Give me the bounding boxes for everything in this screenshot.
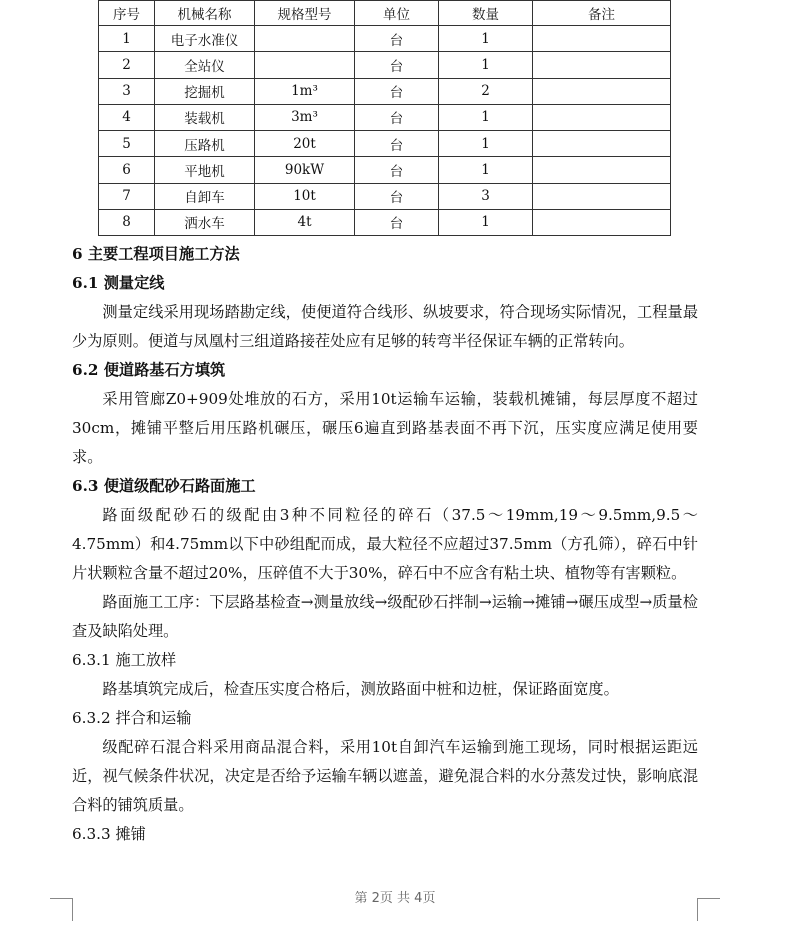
cell-spec-model: 4t <box>255 209 355 235</box>
page-number-footer: 第 2页 共 4页 <box>354 891 436 906</box>
cell-unit: 台 <box>355 209 439 235</box>
table-row <box>99 209 671 235</box>
header-machine-name: 机械名称 <box>155 1 255 26</box>
cell-quantity: 1 <box>439 131 533 157</box>
table-row <box>99 157 671 183</box>
section-6-3-heading: 6.3 便道级配砂石路面施工 <box>72 477 256 495</box>
cell-machine-name: 电子水准仪 <box>155 26 255 52</box>
section-6-3-2-heading: 6.3.2 拌合和运输 <box>72 709 192 727</box>
section-6-1-heading: 6.1 测量定线 <box>72 274 165 292</box>
cell-remarks <box>533 52 671 78</box>
section-6-heading: 6 主要工程项目施工方法 <box>72 245 240 263</box>
header-spec-model: 规格型号 <box>255 1 355 26</box>
cell-remarks <box>533 209 671 235</box>
cell-remarks <box>533 131 671 157</box>
section-6-3-1-paragraph: 路基填筑完成后，检查压实度合格后，测放路面中桩和边桩，保证路面宽度。 <box>102 680 619 698</box>
document-body <box>72 240 698 849</box>
cell-unit: 台 <box>355 183 439 209</box>
header-index: 序号 <box>99 1 155 26</box>
cell-index: 8 <box>99 209 155 235</box>
table-row <box>99 26 671 52</box>
table-row <box>99 131 671 157</box>
cell-remarks <box>533 104 671 130</box>
cell-unit: 台 <box>355 104 439 130</box>
cell-machine-name: 自卸车 <box>155 183 255 209</box>
section-6-3-1-heading: 6.3.1 施工放样 <box>72 651 177 669</box>
cell-spec-model: 3m³ <box>255 104 355 130</box>
cell-machine-name: 压路机 <box>155 131 255 157</box>
cell-unit: 台 <box>355 52 439 78</box>
table-row <box>99 52 671 78</box>
cell-spec-model: 10t <box>255 183 355 209</box>
table-row <box>99 78 671 104</box>
cell-index: 2 <box>99 52 155 78</box>
cell-remarks <box>533 26 671 52</box>
cell-machine-name: 洒水车 <box>155 209 255 235</box>
table-header-row <box>99 1 671 26</box>
cell-spec-model: 90kW <box>255 157 355 183</box>
cell-index: 7 <box>99 183 155 209</box>
cell-machine-name: 挖掘机 <box>155 78 255 104</box>
cell-index: 5 <box>99 131 155 157</box>
cell-machine-name: 平地机 <box>155 157 255 183</box>
section-6-3-3-heading: 6.3.3 摊铺 <box>72 825 146 843</box>
cell-remarks <box>533 78 671 104</box>
cell-machine-name: 全站仪 <box>155 52 255 78</box>
table-row <box>99 183 671 209</box>
header-quantity: 数量 <box>439 1 533 26</box>
cell-unit: 台 <box>355 131 439 157</box>
cell-index: 3 <box>99 78 155 104</box>
cell-quantity: 1 <box>439 104 533 130</box>
section-6-3-paragraph-2: 路面施工工序：下层路基检查→测量放线→级配砂石拌制→运输→摊铺→碾压成型→质量检查及缺陷处理。 <box>72 593 698 640</box>
cell-index: 6 <box>99 157 155 183</box>
cell-quantity: 1 <box>439 209 533 235</box>
cell-spec-model: 1m³ <box>255 78 355 104</box>
table-row <box>99 104 671 130</box>
cell-machine-name: 装载机 <box>155 104 255 130</box>
section-6-3-2-paragraph: 级配碎石混合料采用商品混合料，采用10t自卸汽车运输到施工现场，同时根据运距远近，视气候条件状况，决定是否给予运输车辆以遮盖，避免混合料的水分蒸发过快，影响底混合料的铺筑质量。 <box>72 738 698 814</box>
header-remarks: 备注 <box>533 1 671 26</box>
header-unit: 单位 <box>355 1 439 26</box>
cell-remarks <box>533 183 671 209</box>
cell-quantity: 1 <box>439 52 533 78</box>
cell-spec-model: 20t <box>255 131 355 157</box>
cell-quantity: 1 <box>439 157 533 183</box>
section-6-3-paragraph-1: 路面级配砂石的级配由3种不同粒径的碎石（37.5～19mm,19～9.5mm,9.5～4.75mm）和4.75mm以下中砂组配而成，最大粒径不应超过37.5mm（方孔筛），碎石中针片状颗粒含量不超过20%，压碎值不大于30%，碎石中不应含有粘土块、植物等有害颗粒。 <box>72 506 698 582</box>
cell-quantity: 1 <box>439 26 533 52</box>
section-6-2-heading: 6.2 便道路基石方填筑 <box>72 361 226 379</box>
cell-index: 1 <box>99 26 155 52</box>
cell-quantity: 2 <box>439 78 533 104</box>
section-6-2-paragraph: 采用管廊Z0+909处堆放的石方，采用10t运输车运输，装载机摊铺，每层厚度不超过30cm，摊铺平整后用压路机碾压，碾压6遍直到路基表面不再下沉，压实度应满足使用要求。 <box>72 390 698 466</box>
cell-quantity: 3 <box>439 183 533 209</box>
cell-spec-model <box>255 26 355 52</box>
cell-unit: 台 <box>355 157 439 183</box>
section-6-1-paragraph: 测量定线采用现场踏勘定线，使便道符合线形、纵坡要求，符合现场实际情况，工程量最少为原则。便道与凤凰村三组道路接茬处应有足够的转弯半径保证车辆的正常转向。 <box>72 303 698 350</box>
cell-spec-model <box>255 52 355 78</box>
cell-index: 4 <box>99 104 155 130</box>
equipment-table <box>98 0 671 236</box>
cell-remarks <box>533 157 671 183</box>
cell-unit: 台 <box>355 78 439 104</box>
cell-unit: 台 <box>355 26 439 52</box>
